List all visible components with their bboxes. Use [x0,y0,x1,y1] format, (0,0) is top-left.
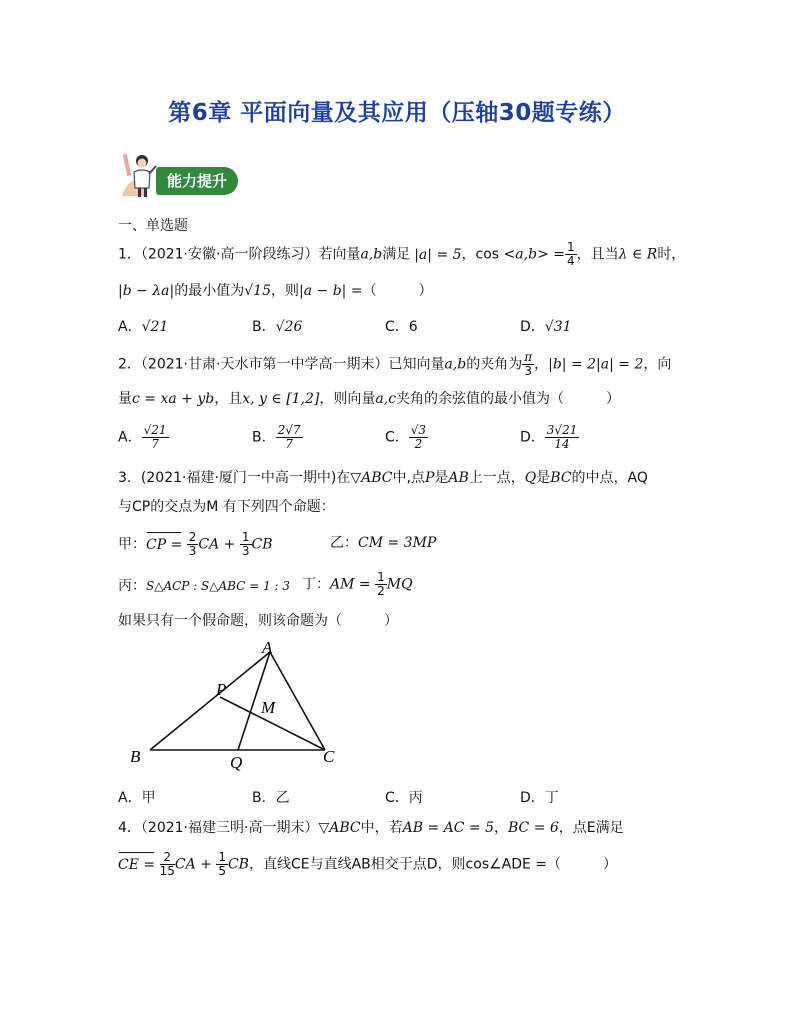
q1-option-b[interactable]: B．√26 [252,319,303,335]
q4-text: ，点E满足 [558,820,624,836]
q2-text: ， [534,356,549,373]
q1-expression: |b − λa| [118,283,175,299]
q3-proposition-bing: 丙：S△ACP : S△ABC = 1 : 3 [118,578,291,594]
q3-proposition-ding: 丁：AM = $\frac{1}{2}$ MQ [302,570,413,598]
q1-text: 若向量 [318,246,361,263]
q3-proposition-jia: 甲：CP = $\frac{2}{3}$ CA + $\frac{1}{3}$ CB [118,530,273,558]
section-heading: 一、单选题 [118,218,188,234]
q1-option-a[interactable]: A．√21 [118,319,169,335]
label-m: M [261,698,276,717]
question-1-line-2 [118,281,433,301]
q1-text: > = [537,246,565,263]
q3-number: 3． [118,470,141,486]
question-4-line-1 [118,818,624,838]
question-3-line-1 [118,468,648,488]
q3-text: 是 [434,470,449,486]
q2-text: ，且 [214,391,243,407]
q4-number: 4． [118,820,141,836]
q1-text: 时， [657,246,686,263]
q3-option-c[interactable]: C．丙 [385,790,423,806]
q3-question: 如果只有一个假命题，则该命题为（ ） [118,613,398,629]
label-p: P [216,680,227,699]
side-ab [150,652,270,750]
q3-point-p: P [424,470,435,486]
q1-option-c[interactable]: C．6 [385,319,418,335]
q4-text: 中，若 [360,820,403,836]
q3-option-d[interactable]: D．丁 [520,790,559,806]
q3-point-q: Q [524,470,537,486]
ability-badge [118,150,243,200]
q2-angle-fraction: $\frac{\pi}{3}$ [524,350,533,378]
question-2-line-1 [118,351,671,378]
q4-triangle: ▽ABC [318,820,361,836]
label-b: B [130,747,141,766]
q2-option-c[interactable]: C． $\frac{√3}{2}$ [385,423,427,451]
q2-text: ，向 [643,356,672,373]
q2-text: 的夹角为 [466,356,523,373]
q3-option-b[interactable]: B．乙 [252,790,290,806]
q4-text: ， [493,820,508,836]
q1-expression-2: |a − b| = [299,283,363,299]
q1-lambda: λ ∈ R [618,246,658,263]
q3-triangle-figure [120,640,360,775]
q3-text: 在 [336,470,351,486]
q1-number: 1． [118,246,141,263]
q1-text: ，cos < [461,246,516,263]
q3-proposition-yi: 乙：CM = 3MP [330,535,437,551]
question-1-line-1 [118,241,685,268]
q1-text: ，且当 [576,246,619,263]
question-4-line-2: CE = $\frac{2}{15}$ CA + $\frac{1}{5}$ CB，直线CE与直线AB相交于点D，则cos∠ADE =（ ） [118,850,618,878]
q1-vectors: a,b [360,246,383,263]
q2-option-d[interactable]: D． $\frac{3√21}{14}$ [520,423,578,451]
q2-text: ，则向量 [319,391,376,407]
question-3-line-2: 与CP的交点为M 有下列四个命题： [118,499,335,515]
q1-text: （ ） [362,283,433,299]
label-q: Q [230,753,243,772]
label-a: A [262,640,273,657]
q1-fraction: $\frac{1}{4}$ [566,240,575,268]
q2-condition: |b| = 2|a| = 2 [548,356,644,373]
q3-text: 的中点，AQ [571,470,648,486]
q3-text: 是 [536,470,551,486]
badge-label: 能力提升 [156,167,238,195]
q2-option-a[interactable]: A． $\frac{√21}{7}$ [118,423,167,451]
question-2-line-2 [118,389,620,409]
q1-text: 的最小值为 [174,283,245,299]
q1-text: 满足 [382,246,411,263]
q2-vectors: a,b [444,356,467,373]
q3-triangle: ▽ABC [350,470,393,486]
q3-source: (2021·福建·厦门一中高一期中) [140,470,337,486]
page-title: 第6章 平面向量及其应用（压轴30题专练） [168,100,626,126]
q2-range: x, y ∈ [1,2] [242,391,320,407]
q1-vectors-2: a,b [515,246,538,263]
q4-source: （2021·福建三明·高一期末） [140,820,319,836]
q1-source: （2021·安徽·高一阶段练习） [140,246,319,263]
q4-condition-2: BC = 6 [507,820,559,836]
q3-segment-bc: BC [550,470,572,486]
q3-option-a[interactable]: A．甲 [118,790,156,806]
q2-source: （2021·甘肃·天水市第一中学高一期末） [140,356,389,373]
q2-vector-c: c = xa + yb [132,391,215,407]
q2-number: 2． [118,356,141,373]
q2-text: 已知向量 [388,356,445,373]
q2-option-b[interactable]: B． $\frac{2√7}{7}$ [252,423,301,451]
q2-vectors-2: a,c [375,391,397,407]
label-c: C [323,747,335,766]
q1-text: ，则 [271,283,299,299]
q2-text: 量 [118,391,132,407]
q3-segment-ab: AB [448,470,469,486]
q1-min-value: √15 [244,283,271,299]
q3-text: 中,点 [392,470,425,486]
q1-condition: |a| = 5 [414,246,462,263]
q2-text: 夹角的余弦值的最小值为（ ） [396,391,621,407]
q1-option-d[interactable]: D．√31 [520,319,572,335]
q4-condition-1: AB = AC = 5 [402,820,494,836]
q3-text: 上一点， [468,470,525,486]
